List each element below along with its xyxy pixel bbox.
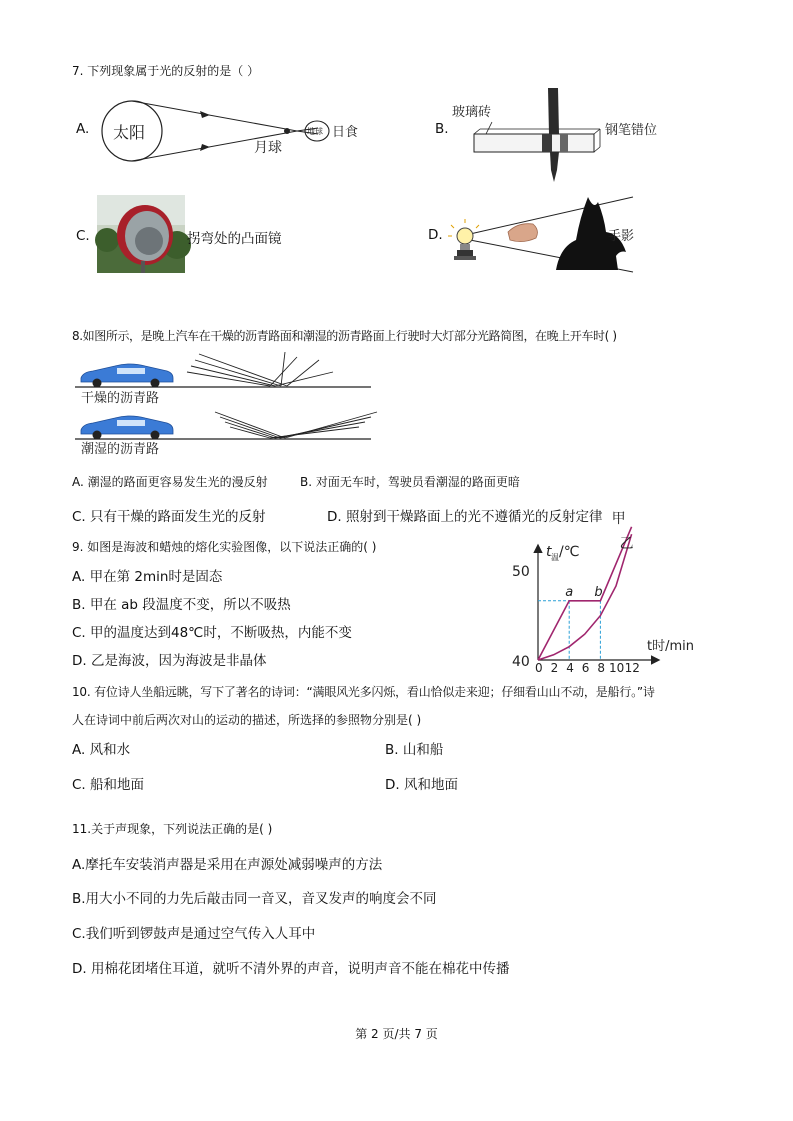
q8-option-d: D. 照射到干燥路面上的光不遵循光的反射定律: [327, 509, 603, 525]
y-label-sub: 温: [551, 553, 559, 562]
melting-chart: [508, 510, 708, 675]
page-footer: 第 2 页/共 7 页: [355, 1027, 438, 1041]
point-label-b: b: [594, 584, 603, 600]
q10-option-d: D. 风和地面: [385, 777, 458, 793]
q11-stem: 11.关于声现象，下列说法正确的是( ): [72, 822, 273, 836]
q9-option-c: C. 甲的温度达到48℃时，不断吸热，内能不变: [72, 625, 352, 641]
x-tick-label: 4: [566, 661, 574, 675]
q7-d-letter: D.: [428, 227, 443, 243]
series-line-1: [538, 527, 632, 660]
pen-caption: 钢笔错位: [605, 123, 658, 138]
q11-option-a: A.摩托车安装消声器是采用在声源处减弱噪声的方法: [72, 857, 383, 873]
glass-brick-label: 玻璃砖: [452, 105, 492, 120]
q9-stem: 9. 如图是海波和蜡烛的熔化实验图像，以下说法正确的( ): [72, 540, 377, 554]
y-label-main: t: [546, 544, 552, 560]
y-label-unit: /℃: [559, 544, 580, 560]
q10-option-a: A. 风和水: [72, 742, 131, 758]
earth-label: 地球: [307, 127, 323, 136]
q10-stem-line1: 10. 有位诗人坐船远眺，写下了著名的诗词：“满眼风光多闪烁，看山恰似走来迎；仔细看山山不动，是船行。”诗: [72, 685, 655, 699]
x-tick-label: 12: [624, 661, 640, 675]
q11-option-d: D. 用棉花团堵住耳道，就听不清外界的声音，说明声音不能在棉花中传播: [72, 961, 510, 977]
q10-stem-line2: 人在诗词中前后两次对山的运动的描述，所选择的参照物分别是( ): [72, 713, 422, 727]
q10-option-b: B. 山和船: [385, 742, 444, 758]
y-tick-label: 50: [512, 564, 530, 580]
q8-stem: 8.如图所示，是晚上汽车在干燥的沥青路面和潮湿的沥青路面上行驶时大灯部分光路简图，在晚上开车时( ): [72, 329, 617, 343]
hand-shadow-caption: 手影: [608, 229, 635, 244]
q10-option-c: C. 船和地面: [72, 777, 145, 793]
x-tick-label: 10: [609, 661, 625, 675]
moon-label: 月球: [254, 140, 282, 156]
q8-option-a: A. 潮湿的路面更容易发生光的漫反射: [72, 475, 268, 489]
x-tick-label: 0: [535, 661, 543, 675]
q9-option-d: D. 乙是海波，因为海波是非晶体: [72, 653, 267, 669]
q7-stem: 7. 下列现象属于光的反射的是（ ）: [72, 64, 260, 78]
series-label: 乙: [619, 536, 634, 553]
convex-mirror-caption: 拐弯处的凸面镜: [187, 231, 282, 247]
eclipse-caption: 日食: [332, 125, 359, 140]
sun-label: 太阳: [113, 123, 146, 142]
road-light-diagram: [75, 352, 387, 456]
q11-option-c: C.我们听到锣鼓声是通过空气传入人耳中: [72, 926, 316, 942]
series-label: 甲: [611, 510, 626, 527]
hand-shadow-diagram: [448, 192, 648, 274]
dry-road-label: 干燥的沥青路: [81, 391, 160, 406]
q11-option-b: B.用大小不同的力先后敲击同一音叉，音叉发声的响度会不同: [72, 891, 437, 907]
q7-b-letter: B.: [435, 121, 449, 137]
y-tick-label: 40: [512, 654, 530, 670]
x-tick-label: 2: [550, 661, 559, 675]
glass-brick-pen-diagram: [450, 84, 670, 184]
q8-option-b: B. 对面无车时，驾驶员看潮湿的路面更暗: [300, 475, 520, 489]
point-label-a: a: [565, 584, 574, 600]
eclipse-diagram: [92, 96, 372, 166]
wet-road-label: 潮湿的沥青路: [81, 442, 160, 457]
q9-option-a: A. 甲在第 2min时是固态: [72, 569, 223, 585]
q7-c-letter: C.: [76, 228, 90, 244]
convex-mirror-photo: [97, 195, 185, 273]
q8-option-c: C. 只有干燥的路面发生光的反射: [72, 509, 266, 525]
q9-option-b: B. 甲在 ab 段温度不变，所以不吸热: [72, 597, 291, 613]
x-axis-label: t时/min: [647, 639, 694, 654]
x-tick-label: 6: [581, 661, 590, 675]
x-tick-label: 8: [597, 661, 606, 675]
q7-a-letter: A.: [76, 121, 90, 137]
